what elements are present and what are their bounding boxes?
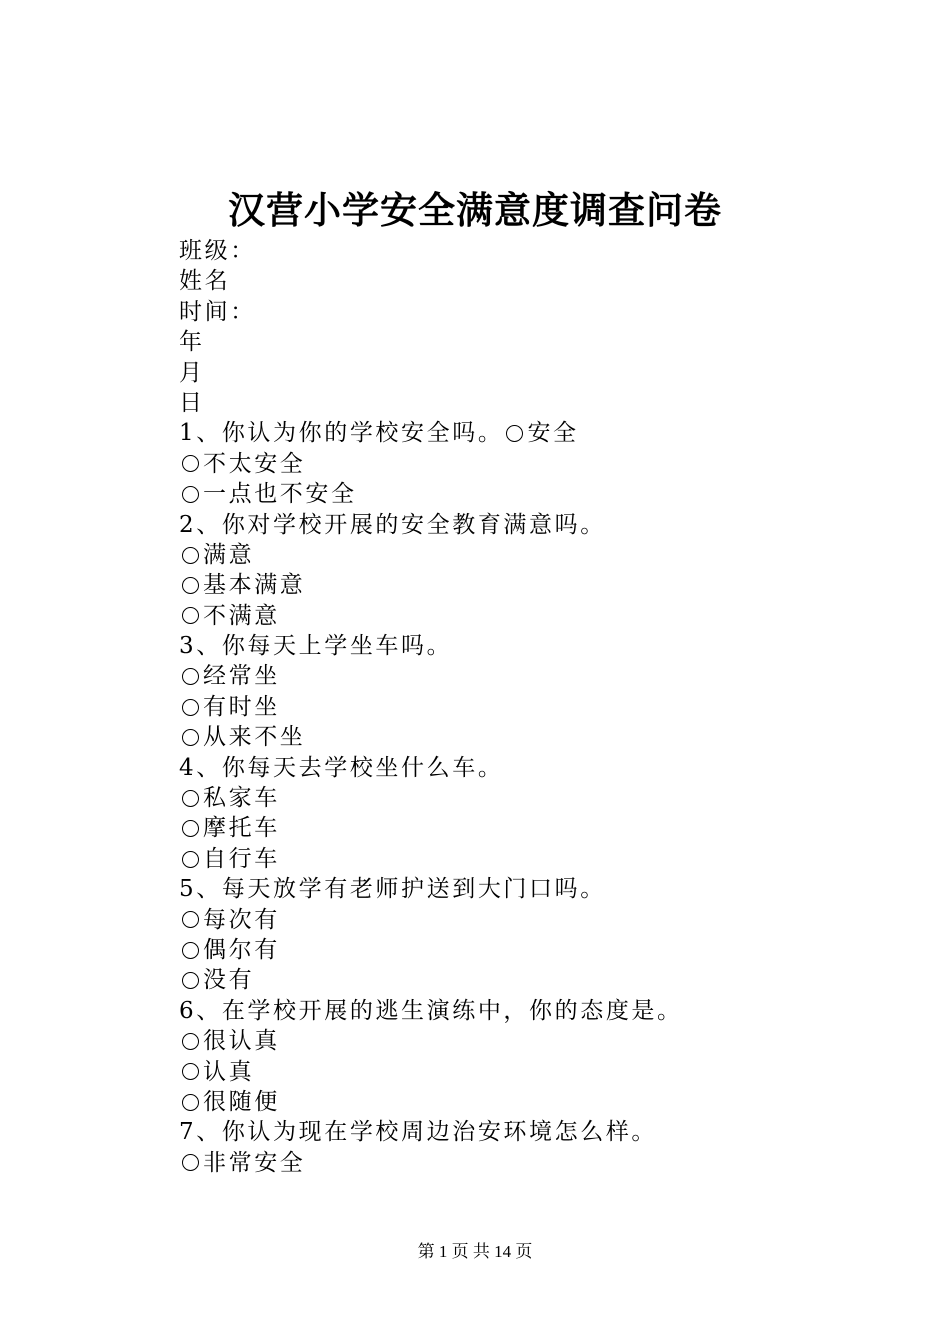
- option-label: 基本满意: [203, 572, 306, 599]
- question-1-option-3[interactable]: [179, 479, 879, 509]
- name-field-label: 姓名: [179, 268, 231, 295]
- question-1-text: 1、你认为你的学校安全吗。: [179, 420, 504, 447]
- question-1-option-1-label: 安全: [527, 420, 579, 447]
- radio-circle-icon[interactable]: [182, 607, 199, 624]
- option-label: 很随便: [203, 1088, 280, 1115]
- question-2-option-1[interactable]: [179, 540, 879, 570]
- option-label: 每次有: [203, 906, 280, 933]
- question-7-text: 7、你认为现在学校周边治安环境怎么样。: [179, 1119, 658, 1146]
- page-title: 汉营小学安全满意度调查问卷: [228, 188, 722, 232]
- option-label: 不太安全: [203, 450, 306, 477]
- option-label: 不满意: [203, 602, 280, 629]
- radio-circle-icon[interactable]: [182, 547, 199, 564]
- option-label: 私家车: [203, 785, 280, 812]
- survey-body: [179, 236, 879, 1178]
- option-label: 经常坐: [203, 663, 280, 690]
- month-label: 月: [179, 359, 205, 386]
- question-4-text: 4、你每天去学校坐什么车。: [179, 754, 504, 781]
- option-label: 摩托车: [203, 815, 280, 842]
- radio-circle-icon[interactable]: [506, 425, 523, 442]
- question-4-option-2[interactable]: [179, 813, 879, 843]
- option-label: 有时坐: [203, 693, 280, 720]
- option-label: 自行车: [203, 845, 280, 872]
- day-label: 日: [179, 389, 205, 416]
- radio-circle-icon[interactable]: [182, 1033, 199, 1050]
- radio-circle-icon[interactable]: [182, 1154, 199, 1171]
- radio-circle-icon[interactable]: [182, 486, 199, 503]
- option-label: 一点也不安全: [203, 481, 357, 508]
- option-label: 满意: [203, 541, 255, 568]
- question-1-option-2[interactable]: [179, 449, 879, 479]
- question-2-option-2[interactable]: [179, 570, 879, 600]
- radio-circle-icon[interactable]: [182, 699, 199, 716]
- question-6-option-2[interactable]: [179, 1057, 879, 1087]
- question-3-option-1[interactable]: [179, 661, 879, 691]
- radio-circle-icon[interactable]: [182, 668, 199, 685]
- radio-circle-icon[interactable]: [182, 820, 199, 837]
- option-label: 偶尔有: [203, 936, 280, 963]
- class-field-label: 班级：: [179, 238, 256, 264]
- question-2-option-3[interactable]: [179, 601, 879, 631]
- option-label: 很认真: [203, 1028, 280, 1055]
- radio-circle-icon[interactable]: [182, 942, 199, 959]
- radio-circle-icon[interactable]: [182, 851, 199, 868]
- question-3-option-2[interactable]: [179, 692, 879, 722]
- question-3-option-3[interactable]: [179, 722, 879, 752]
- question-5-option-3[interactable]: [179, 965, 879, 995]
- radio-circle-icon[interactable]: [182, 911, 199, 928]
- option-label: 没有: [203, 967, 255, 994]
- radio-circle-icon[interactable]: [182, 455, 199, 472]
- time-field-label: 时间：: [179, 298, 256, 325]
- option-label: 从来不坐: [203, 724, 306, 751]
- radio-circle-icon[interactable]: [182, 790, 199, 807]
- question-7-option-1[interactable]: [179, 1148, 879, 1178]
- question-5-option-1[interactable]: [179, 905, 879, 935]
- question-6-option-3[interactable]: [179, 1087, 879, 1117]
- radio-circle-icon[interactable]: [182, 1063, 199, 1080]
- question-5-text: 5、每天放学有老师护送到大门口吗。: [179, 876, 606, 903]
- option-label: 认真: [203, 1058, 255, 1085]
- radio-circle-icon[interactable]: [182, 1094, 199, 1111]
- option-label: 非常安全: [203, 1149, 306, 1176]
- page-number-footer: 第 1 页 共 14 页: [417, 1242, 533, 1261]
- question-5-option-2[interactable]: [179, 935, 879, 965]
- question-2-text: 2、你对学校开展的安全教育满意吗。: [179, 511, 606, 538]
- question-6-option-1[interactable]: [179, 1026, 879, 1056]
- question-4-option-3[interactable]: [179, 844, 879, 874]
- question-1: [179, 418, 879, 448]
- radio-circle-icon[interactable]: [182, 577, 199, 594]
- question-4-option-1[interactable]: [179, 783, 879, 813]
- year-label: 年: [179, 329, 205, 356]
- radio-circle-icon[interactable]: [182, 972, 199, 989]
- radio-circle-icon[interactable]: [182, 729, 199, 746]
- question-3-text: 3、你每天上学坐车吗。: [179, 633, 453, 660]
- question-6-text: 6、在学校开展的逃生演练中，你的态度是。: [179, 997, 683, 1024]
